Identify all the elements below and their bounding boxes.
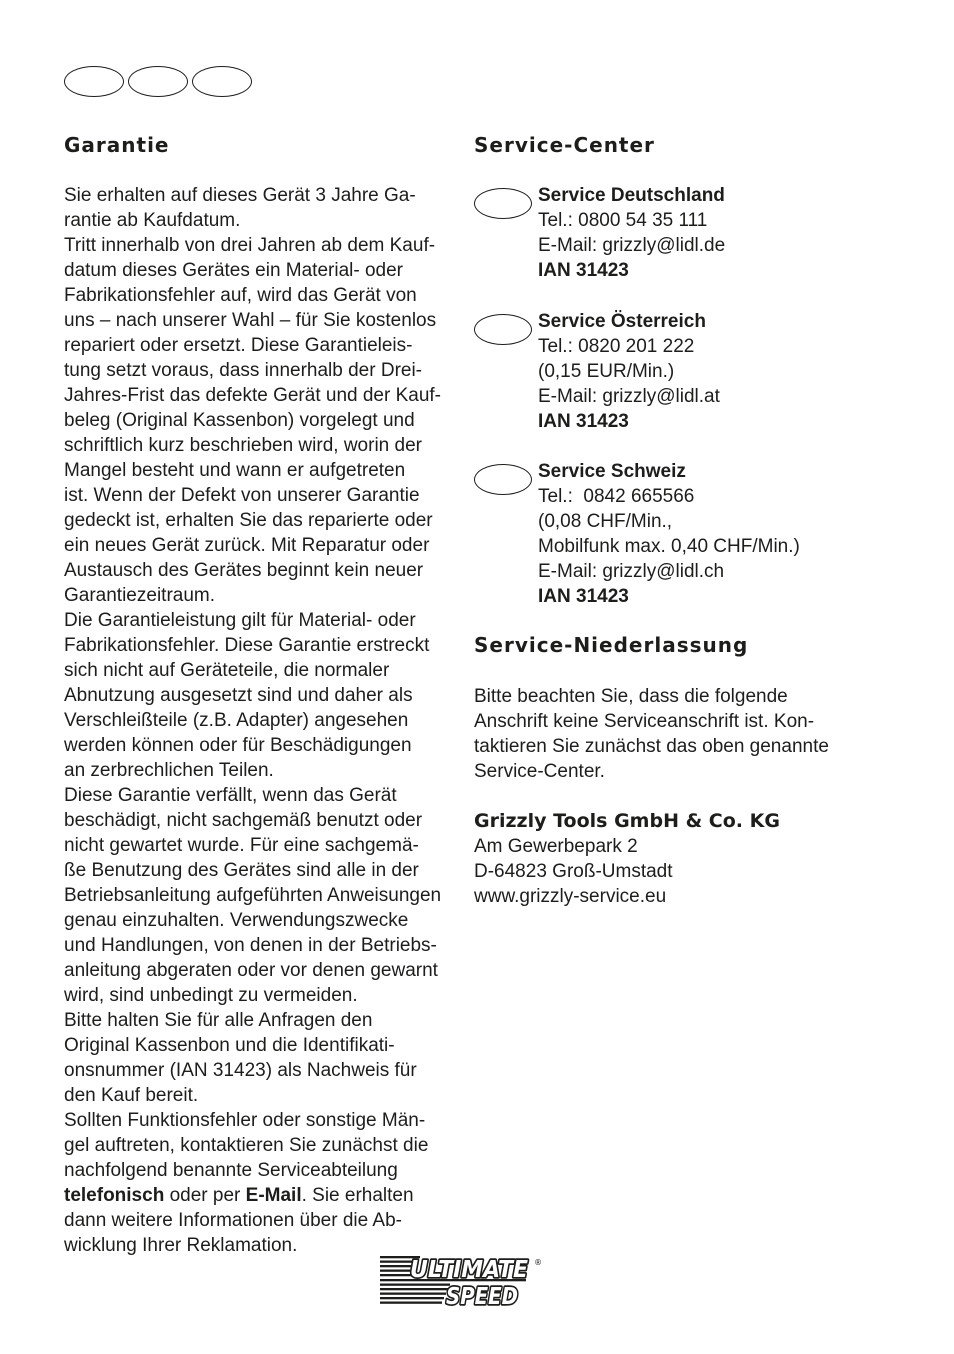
contact-email: E-Mail: grizzly@lidl.at: [538, 386, 720, 407]
warranty-text-line: Betriebsanleitung aufgeführten Anweisungen: [64, 885, 442, 906]
contact-ian: IAN 31423: [538, 411, 629, 432]
warranty-text-line: Diese Garantie verfällt, wenn das Gerät: [64, 785, 397, 806]
contact-details: [538, 183, 725, 283]
logo-text-ultimate: ULTIMATE: [410, 1257, 529, 1283]
warranty-text-line: Tritt innerhalb von drei Jahren ab dem Kauf-: [64, 235, 436, 256]
warranty-text-line: datum dieses Gerätes ein Material- oder: [64, 260, 403, 281]
warranty-text-line: Sie erhalten auf dieses Gerät 3 Jahre Ga-: [64, 185, 416, 206]
text-fragment: oder per: [164, 1185, 246, 1206]
contact-email: E-Mail: grizzly@lidl.ch: [538, 561, 725, 582]
phone-emphasis: telefonisch: [64, 1185, 165, 1206]
contact-ian: IAN 31423: [538, 586, 629, 607]
registered-mark: ®: [534, 1258, 542, 1267]
warranty-text-line: den Kauf bereit.: [64, 1085, 199, 1106]
service-branch-heading: Service-Niederlassung: [474, 633, 749, 657]
contact-details: [538, 309, 720, 434]
warranty-text-line: Sollten Funktionsfehler oder sonstige Män-: [64, 1110, 426, 1131]
contact-title: Service Deutschland: [538, 185, 725, 206]
warranty-text-line: nicht gewartet wurde. Für eine sachgemä-: [64, 835, 419, 856]
warranty-text-line: ein neues Gerät zurück. Mit Reparatur oder: [64, 535, 430, 556]
contact-phone: Tel.: 0800 54 35 111: [538, 210, 708, 231]
warranty-text-line: gedeckt ist, erhalten Sie das reparierte oder: [64, 510, 433, 531]
warranty-text-line: Austausch des Gerätes beginnt kein neuer: [64, 560, 424, 581]
warranty-text-line: gel auftreten, kontaktieren Sie zunächst die: [64, 1135, 429, 1156]
contact-rate: (0,08 CHF/Min.,: [538, 511, 673, 532]
contact-details: [538, 459, 800, 609]
service-center-heading: Service-Center: [474, 133, 655, 157]
warranty-text-line: Die Garantieleistung gilt für Material- oder: [64, 610, 416, 631]
email-emphasis: E-Mail: [245, 1185, 302, 1206]
contact-rate: Mobilfunk max. 0,40 CHF/Min.): [538, 536, 800, 557]
address-city: D-64823 Groß-Umstadt: [474, 861, 673, 882]
warranty-text-line: tung setzt voraus, dass innerhalb der Drei-: [64, 360, 423, 381]
country-badge-oval: [128, 66, 188, 97]
country-badge-oval: [474, 314, 532, 345]
warranty-text-line: rantie ab Kaufdatum.: [64, 210, 241, 231]
contact-title: Service Schweiz: [538, 461, 686, 482]
warranty-text-line: onsnummer (IAN 31423) als Nachweis für: [64, 1060, 417, 1081]
warranty-text-line: repariert oder ersetzt. Diese Garantieleis-: [64, 335, 413, 356]
contact-rate: (0,15 EUR/Min.): [538, 361, 675, 382]
warranty-text-line: uns – nach unserer Wahl – für Sie kostenlos: [64, 310, 437, 331]
warranty-text: [64, 183, 441, 1258]
contact-title: Service Österreich: [538, 311, 706, 332]
note-text-line: Bitte beachten Sie, dass die folgende: [474, 686, 788, 707]
company-address: [474, 809, 780, 909]
warranty-heading: Garantie: [64, 133, 170, 157]
warranty-text-line: Fabrikationsfehler. Diese Garantie erstreckt: [64, 635, 430, 656]
warranty-text-line: sich nicht auf Geräteteile, die normaler: [64, 660, 390, 681]
warranty-text-line: und Handlungen, von denen in der Betriebs-: [64, 935, 437, 956]
note-text-line: Anschrift keine Serviceanschrift ist. Kon-: [474, 711, 815, 732]
warranty-text-line: dann weitere Informationen über die Ab-: [64, 1210, 402, 1231]
warranty-text-line: beleg (Original Kassenbon) vorgelegt und: [64, 410, 415, 431]
country-badge-oval: [474, 188, 532, 219]
contact-phone: Tel.: 0820 201 222: [538, 336, 695, 357]
company-name: Grizzly Tools GmbH & Co. KG: [474, 810, 780, 832]
warranty-text-line: wicklung Ihrer Reklamation.: [64, 1235, 298, 1256]
warranty-text-line: Original Kassenbon und die Identifikati-: [64, 1035, 395, 1056]
warranty-text-line: Bitte halten Sie für alle Anfragen den: [64, 1010, 373, 1031]
ultimate-speed-logo: [378, 1253, 546, 1309]
warranty-text-line: Fabrikationsfehler auf, wird das Gerät von: [64, 285, 417, 306]
warranty-text-line: an zerbrechlichen Teilen.: [64, 760, 274, 781]
note-text-line: Service-Center.: [474, 761, 605, 782]
warranty-text-line: nachfolgend benannte Serviceabteilung: [64, 1160, 398, 1181]
contact-email: E-Mail: grizzly@lidl.de: [538, 235, 726, 256]
warranty-text-line: Mangel besteht und wann er aufgetreten: [64, 460, 406, 481]
contact-ian: IAN 31423: [538, 260, 629, 281]
warranty-text-line: anleitung abgeraten oder vor denen gewarnt: [64, 960, 438, 981]
country-badge-oval: [192, 66, 252, 97]
warranty-text-line: Abnutzung ausgesetzt sind und daher als: [64, 685, 413, 706]
text-fragment: . Sie erhalten: [301, 1185, 414, 1206]
warranty-text-line-contact-method: [64, 1183, 441, 1208]
warranty-text-line: ist. Wenn der Defekt von unserer Garantie: [64, 485, 420, 506]
country-badge-oval: [64, 66, 124, 97]
warranty-text-line: Jahres-Frist das defekte Gerät und der Kauf-: [64, 385, 442, 406]
contact-phone: Tel.: 0842 665566: [538, 486, 695, 507]
warranty-text-line: wird, sind unbedingt zu vermeiden.: [64, 985, 358, 1006]
service-branch-note: [474, 684, 829, 784]
warranty-text-line: ße Benutzung des Gerätes sind alle in der: [64, 860, 419, 881]
logo-text-speed: SPEED: [446, 1284, 518, 1309]
note-text-line: taktieren Sie zunächst das oben genannte: [474, 736, 829, 757]
warranty-text-line: Garantiezeitraum.: [64, 585, 216, 606]
address-street: Am Gewerbepark 2: [474, 836, 638, 857]
warranty-text-line: Verschleißteile (z.B. Adapter) angesehen: [64, 710, 409, 731]
warranty-text-line: genau einzuhalten. Verwendungszwecke: [64, 910, 409, 931]
country-badges: [64, 66, 254, 98]
warranty-text-line: beschädigt, nicht sachgemäß benutzt oder: [64, 810, 423, 831]
warranty-text-line: werden können oder für Beschädigungen: [64, 735, 412, 756]
country-badge-oval: [474, 464, 532, 495]
company-website: www.grizzly-service.eu: [474, 886, 667, 907]
warranty-text-line: schriftlich kurz beschrieben wird, worin der: [64, 435, 422, 456]
